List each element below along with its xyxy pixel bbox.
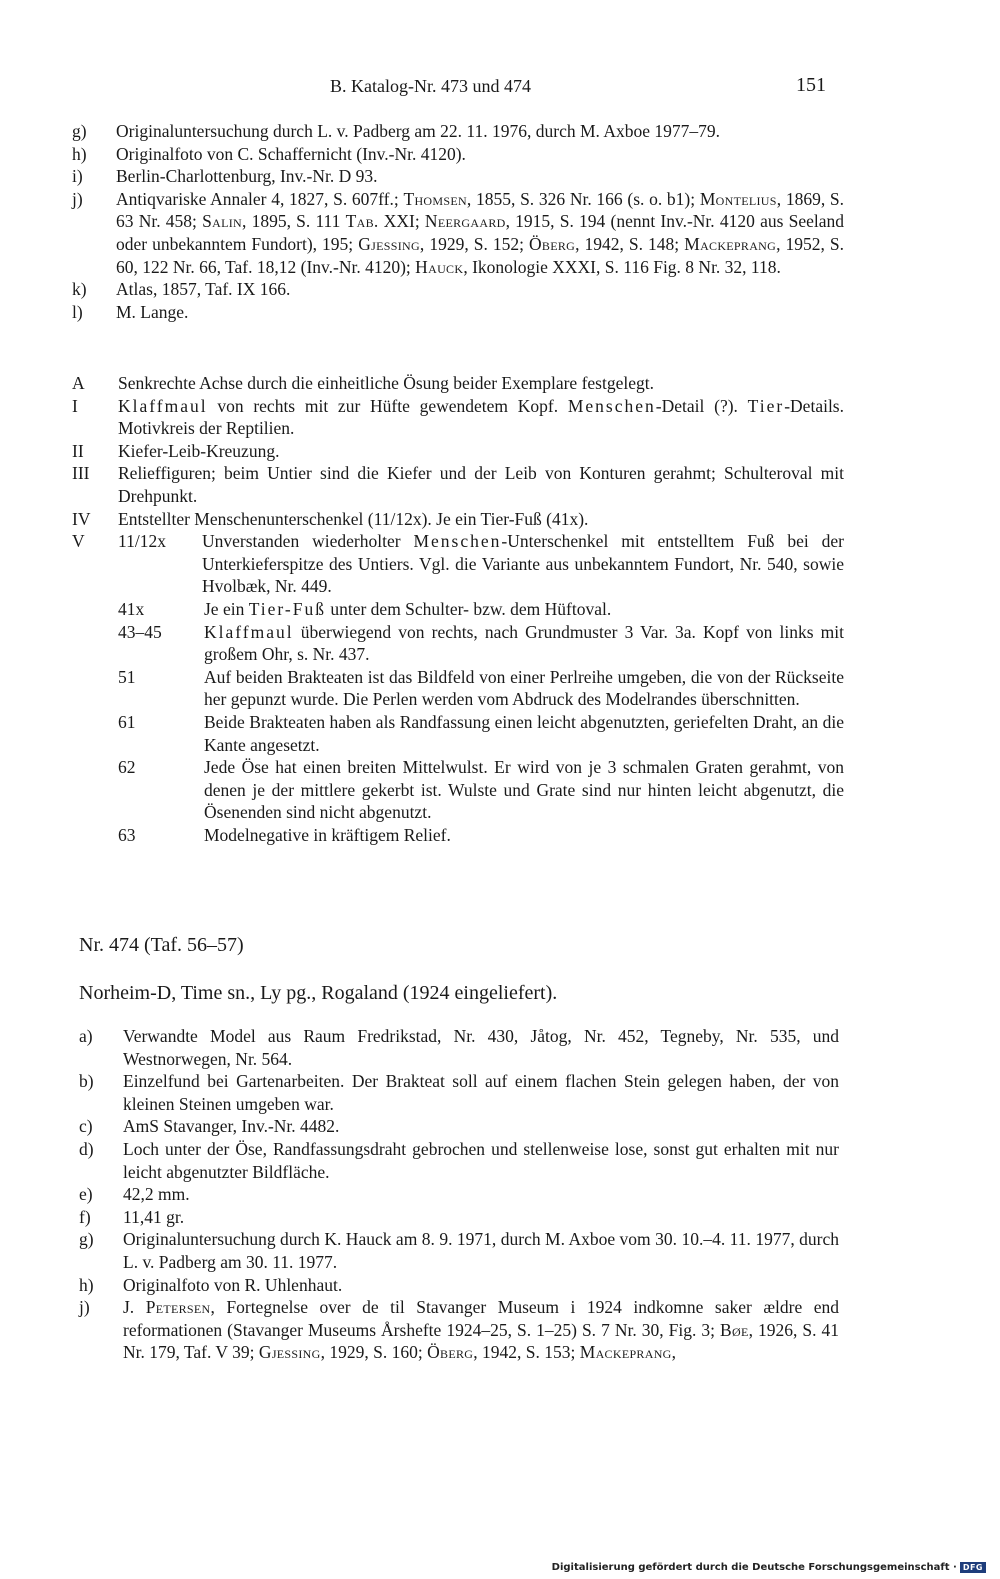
item-label: g) [79, 1229, 94, 1250]
item-text: AmS Stavanger, Inv.-Nr. 4482. [123, 1116, 340, 1137]
item-label: e) [79, 1184, 93, 1205]
item-text: Loch unter der Öse, Randfassungsdraht gebrochen und stellenweise lose, sonst gut erhalten mit nur leicht abgenutzter Bildfläche. [123, 1138, 839, 1182]
item-label: i) [72, 166, 83, 187]
item-label: c) [79, 1116, 93, 1137]
item-text: Unverstanden wiederholter Menschen-Unterschenkel mit entstelltem Fuß bei der Unterkieferspitze des Untiers. Vgl. die Variante aus unbekanntem Fundort, Nr. 540, sowie Hvolbæk, Nr. 449. [202, 531, 844, 597]
list-item [72, 440, 844, 463]
item-label: II [72, 440, 84, 461]
list-item [79, 1070, 839, 1115]
item-label: f) [79, 1206, 91, 1227]
item-label: a) [79, 1026, 93, 1046]
entry-473-description [72, 372, 844, 846]
sub-label: 61 [118, 711, 136, 732]
list-item [79, 1138, 839, 1183]
list-item [118, 598, 844, 621]
item-text: Atlas, 1857, Taf. IX 166. [116, 279, 291, 300]
list-item [118, 711, 844, 756]
item-label: V [72, 531, 85, 552]
footer-text: Digitalisierung gefördert durch die Deutsche Forschungsgemeinschaft · [551, 1562, 957, 1573]
list-item [72, 508, 844, 531]
item-label: d) [79, 1138, 94, 1159]
entry-heading: Nr. 474 (Taf. 56–57) [79, 934, 244, 956]
list-item [79, 1296, 839, 1364]
item-label: k) [72, 279, 87, 300]
item-text: Originaluntersuchung durch L. v. Padberg am 22. 11. 1976, durch M. Axboe 1977–79. [116, 121, 720, 141]
item-label: III [72, 463, 90, 484]
item-text: Verwandte Model aus Raum Fredrikstad, Nr. 430, Jåtog, Nr. 452, Tegneby, Nr. 535, und Westnorwegen, Nr. 564. [123, 1026, 839, 1069]
item-label: g) [72, 121, 87, 141]
list-item [72, 462, 844, 507]
item-label: b) [79, 1071, 94, 1092]
item-label: j) [79, 1297, 90, 1318]
list-item [79, 1115, 839, 1138]
item-text: Beide Brakteaten haben als Randfassung einen leicht abgenutzten, geriefelten Draht, an die Kante angesetzt. [204, 711, 844, 755]
item-text: 11,41 gr. [123, 1206, 185, 1227]
digitization-footer [552, 1562, 986, 1573]
page-number: 151 [796, 74, 826, 96]
list-item [118, 621, 844, 666]
item-text: Auf beiden Brakteaten ist das Bildfeld von einer Perlreihe umgeben, die von der Rückseite her gepunzt wurde. Die Perlen werden vom Abdruck des Modelrandes überschnitten. [204, 666, 844, 710]
bibliography-text: Antiqvariske Annaler 4, 1827, S. 607ff.; Thomsen, 1855, S. 326 Nr. 166 (s. o. b1); Montelius, 1869, S. 63 Nr. 458; Salin, 1895, S. 111 Tab. XXI; Neergaard, 1915, S. 194 (nennt Inv.-Nr. 4120 aus Seeland oder unbekanntem Fundort), 195; Gjessing, 1929, S. 152; Öberg, 1942, S. 148; Mackeprang, 1952, S. 60, 122 Nr. 66, Taf. 18,12 (Inv.-Nr. 4120); Hauck, Ikonologie XXXI, S. 116 Fig. 8 Nr. 32, 118. [116, 188, 845, 277]
list-item [118, 756, 844, 824]
entry-474-details [79, 1025, 839, 1364]
entry-473-references [72, 120, 844, 323]
item-text: M. Lange. [116, 301, 189, 322]
item-text: Einzelfund bei Gartenarbeiten. Der Brakteat soll auf einem flachen Stein gelegen haben, der von kleinen Steinen umgeben war. [123, 1071, 839, 1114]
sub-label: 41x [118, 598, 145, 619]
sub-label: 62 [118, 757, 136, 778]
bibliography-text: J. Petersen, Fortegnelse over de til Stavanger Museum i 1924 indkomne saker ældre end reformationen (Stavanger Museums Årshefte 1924–25, S. 1–25) S. 7 Nr. 30, Fig. 3; Bøe, 1926, S. 41 Nr. 179, Taf. V 39; Gjessing, 1929, S. 160; Öberg, 1942, S. 153; Mackeprang, [123, 1297, 839, 1363]
list-item [72, 188, 844, 278]
list-item [72, 120, 844, 143]
list-item [79, 1228, 839, 1273]
sub-label: 11/12x [118, 531, 166, 552]
item-label: h) [72, 143, 87, 164]
item-label: IV [72, 508, 91, 529]
list-item [118, 666, 844, 711]
running-header: B. Katalog-Nr. 473 und 474 [330, 76, 531, 96]
item-label: l) [72, 301, 83, 322]
item-label: j) [72, 188, 83, 209]
item-text: Senkrechte Achse durch die einheitliche Ösung beider Exemplare festgelegt. [118, 373, 654, 393]
item-label: A [72, 373, 85, 393]
list-item [79, 1183, 839, 1206]
list-item [118, 824, 844, 847]
item-text: Berlin-Charlottenburg, Inv.-Nr. D 93. [116, 166, 378, 187]
item-text: Originalfoto von C. Schaffernicht (Inv.-Nr. 4120). [116, 143, 466, 164]
list-item [72, 530, 844, 598]
list-item [79, 1025, 839, 1070]
list-item [79, 1206, 839, 1229]
dfg-logo: DFG [960, 1562, 986, 1573]
list-item [72, 372, 844, 395]
list-item [72, 278, 844, 301]
item-text: Klaffmaul von rechts mit zur Hüfte gewendetem Kopf. Menschen-Detail (?). Tier-Details. Motivkreis der Reptilien. [118, 395, 844, 439]
item-label: h) [79, 1274, 94, 1295]
list-item [72, 143, 844, 166]
item-text: Modelnegative in kräftigem Relief. [204, 824, 451, 845]
item-label: I [72, 395, 78, 416]
item-text: Kiefer-Leib-Kreuzung. [118, 440, 280, 461]
item-text: Entstellter Menschenunterschenkel (11/12x). Je ein Tier-Fuß (41x). [118, 508, 589, 529]
item-text: Originaluntersuchung durch K. Hauck am 8. 9. 1971, durch M. Axboe vom 30. 10.–4. 11. 1977, durch L. v. Padberg am 30. 11. 1977. [123, 1229, 839, 1272]
item-text: Originalfoto von R. Uhlenhaut. [123, 1274, 343, 1295]
detail-list [118, 598, 844, 847]
item-text: Jede Öse hat einen breiten Mittelwulst. Er wird von je 3 schmalen Graten gerahmt, von denen je der mittlere gekerbt ist. Wulste und Grate sind nur hinten leicht abgenutzt, die Ösenenden sind nicht abgenutzt. [204, 757, 844, 823]
item-text: Klaffmaul überwiegend von rechts, nach Grundmuster 3 Var. 3a. Kopf von links mit großem Ohr, s. Nr. 437. [204, 621, 844, 665]
sub-label: 63 [118, 824, 136, 845]
find-location: Norheim-D, Time sn., Ly pg., Rogaland (1924 eingeliefert). [79, 982, 558, 1004]
list-item [72, 301, 844, 324]
item-text: Relieffiguren; beim Untier sind die Kiefer und der Leib von Konturen gerahmt; Schulteroval mit Drehpunkt. [118, 463, 844, 506]
list-item [79, 1274, 839, 1297]
list-item [72, 395, 844, 440]
item-text: 42,2 mm. [123, 1184, 190, 1205]
sub-label: 51 [118, 666, 136, 687]
sub-label: 43–45 [118, 621, 162, 642]
list-item [72, 165, 844, 188]
item-text: Je ein Tier-Fuß unter dem Schulter- bzw. dem Hüftoval. [204, 598, 612, 619]
